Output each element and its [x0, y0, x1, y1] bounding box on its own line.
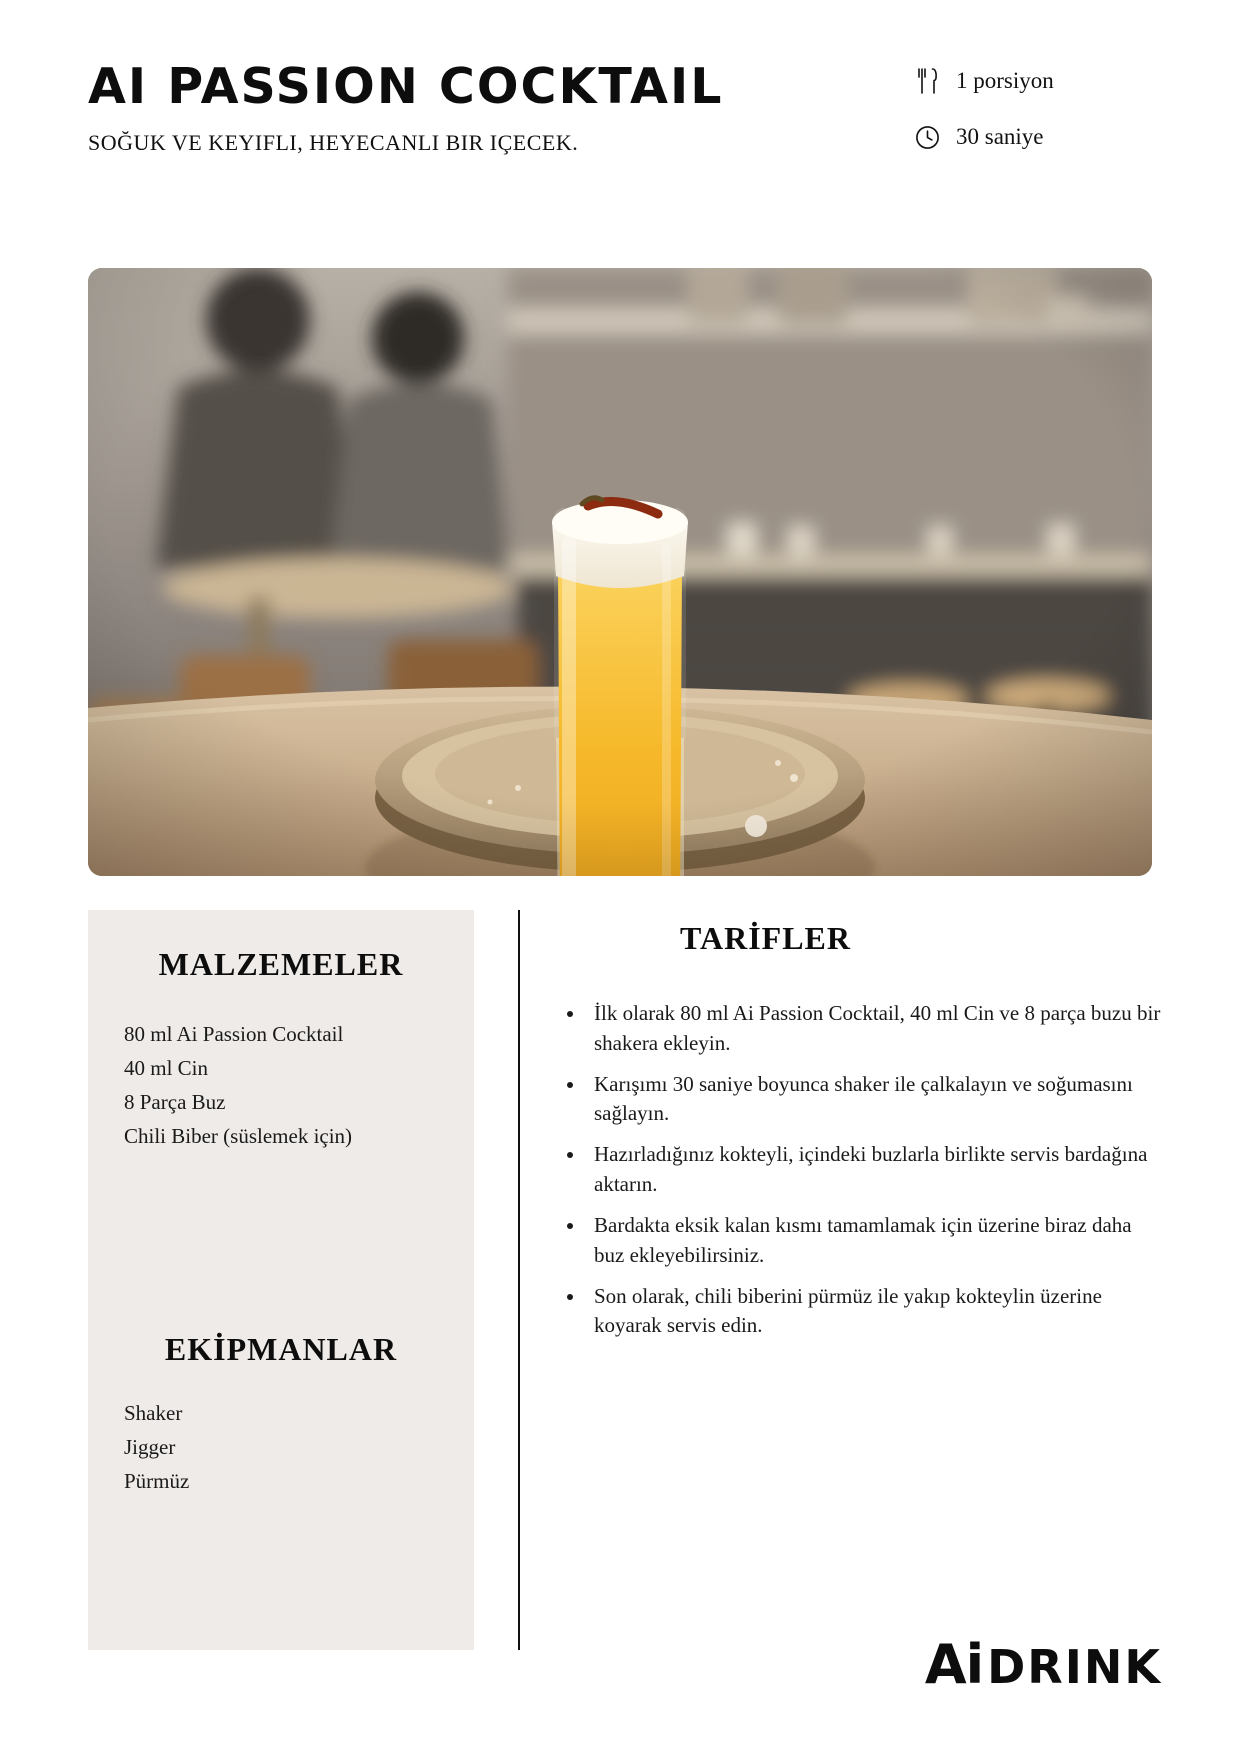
list-item: Shaker: [124, 1401, 183, 1426]
ingredients-list: [118, 1017, 444, 1153]
list-item: • Karışımı 30 saniye boyunca shaker ile çalkalayın ve soğumasını sağlayın.: [586, 1070, 1162, 1130]
equipment-title: EKİPMANLAR: [164, 1331, 398, 1368]
logo-primary: Ai: [924, 1633, 984, 1696]
clock-icon: [912, 120, 942, 154]
list-item: • Bardakta eksik kalan kısmı tamamlamak için üzerine biraz daha buz ekleyebilirsiniz.: [586, 1211, 1162, 1271]
logo-secondary: DRINK: [987, 1640, 1162, 1694]
ingredients-title: MALZEMELER: [158, 946, 404, 982]
cutlery-icon: [912, 64, 942, 98]
meta-time: [912, 120, 1152, 154]
meta-servings-label: 1 porsiyon: [956, 68, 1054, 93]
meta-servings: [912, 64, 1152, 98]
meta-time-label: 30 saniye: [956, 124, 1044, 149]
header: [88, 60, 1152, 210]
page-subtitle: SOĞUK VE KEYIFLI, HEYECANLI BIR IÇECEK.: [88, 129, 579, 155]
list-item: • Hazırladığınız kokteyli, içindeki buzlarla birlikte servis bardağına aktarın.: [586, 1140, 1162, 1200]
brand-logo: [925, 1633, 1162, 1696]
list-item: Pürmüz: [124, 1469, 190, 1494]
instructions-panel: [562, 920, 1162, 1352]
recipe-meta: [912, 64, 1152, 176]
list-item: 8 Parça Buz: [124, 1090, 226, 1115]
hero-image: [88, 268, 1152, 876]
list-item: • Son olarak, chili biberini pürmüz ile yakıp kokteylin üzerine koyarak servis edin.: [586, 1282, 1162, 1342]
list-item: Chili Biber (süslemek için): [124, 1124, 353, 1149]
list-item: 40 ml Cin: [124, 1056, 209, 1081]
instructions-list: [562, 999, 1162, 1341]
equipment-list: [118, 1396, 444, 1498]
instructions-title: TARİFLER: [680, 920, 851, 956]
ingredients-panel: [88, 910, 474, 1650]
list-item: 80 ml Ai Passion Cocktail: [124, 1022, 344, 1046]
list-item: • İlk olarak 80 ml Ai Passion Cocktail, 40 ml Cin ve 8 parça buzu bir shakera ekleyin.: [586, 999, 1162, 1059]
page-title: AI PASSION COCKTAIL: [88, 58, 724, 115]
list-item: Jigger: [124, 1435, 176, 1460]
equipment-section: [118, 1331, 444, 1498]
column-divider: [518, 910, 520, 1650]
